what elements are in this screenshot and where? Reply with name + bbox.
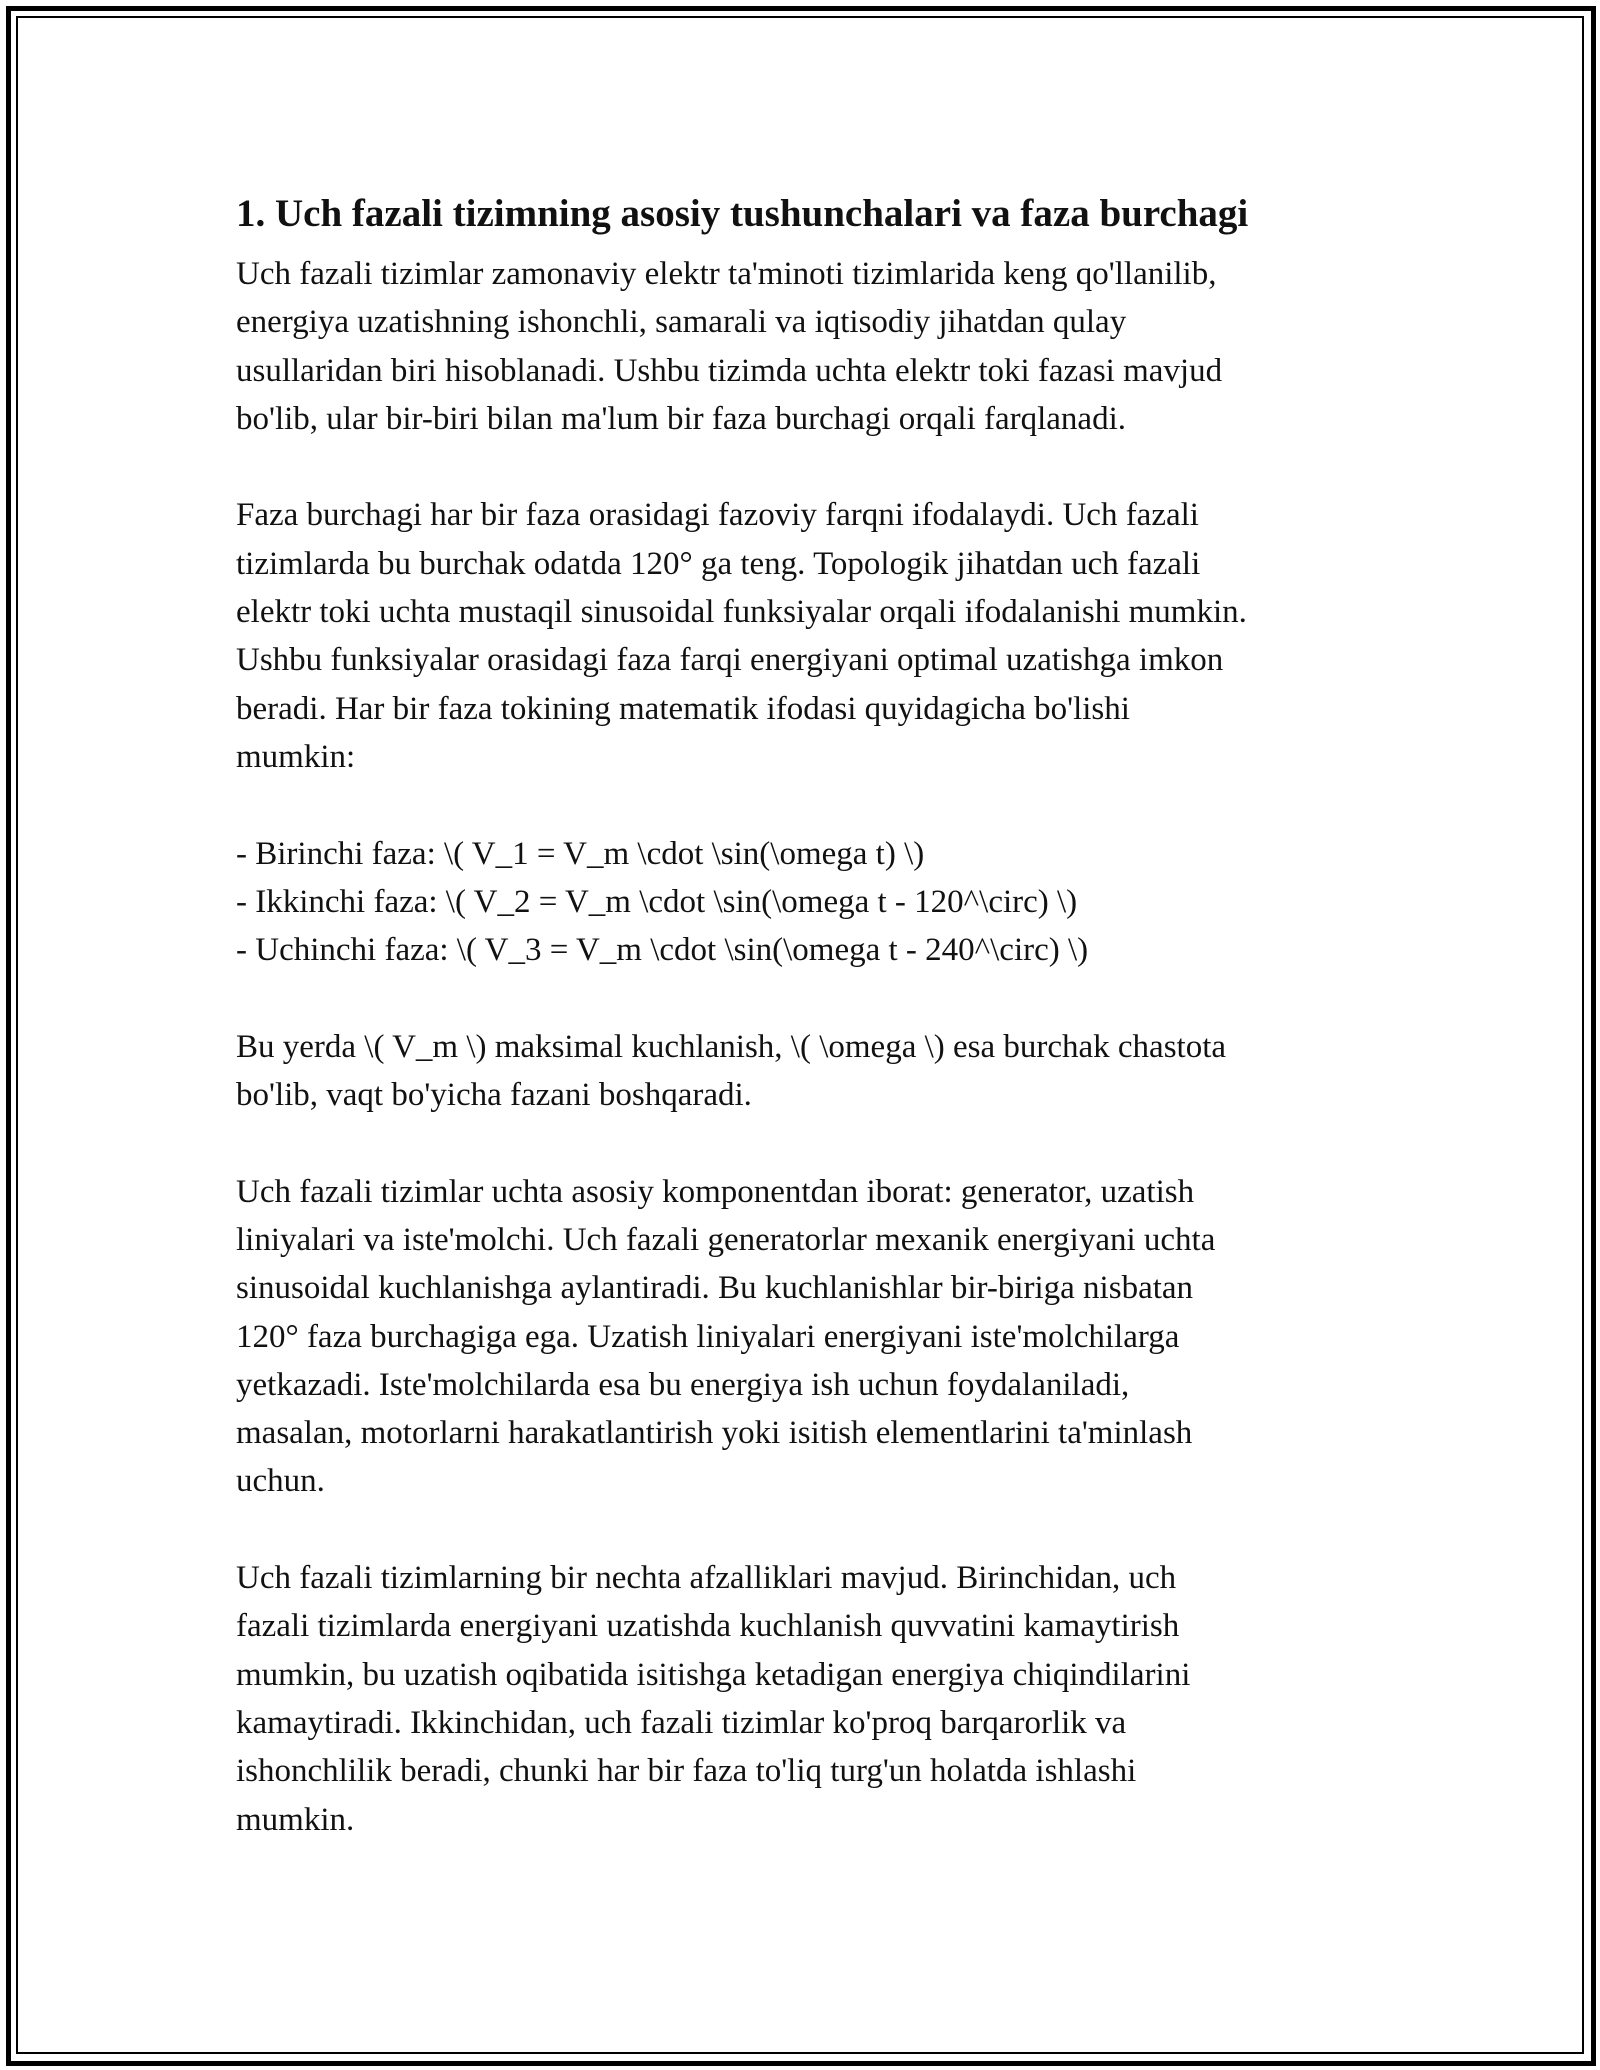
section-title: 1. Uch fazali tizimning asosiy tushunchalari va faza burchagi: [236, 192, 1249, 235]
formula-phase-1: - Birinchi faza: \( V_1 = V_m \cdot \sin(\omega t) \): [236, 835, 925, 872]
paragraph-intro: Uch fazali tizimlar zamonaviy elektr ta'minoti tizimlarida keng qo'llanilib, energiya uzatishning ishonchli, samarali va iqtisodiy jihatdan qulay usullaridan biri hisoblanadi. Ushbu tizimda uchta elektr toki fazasi mavjud bo'lib, ular bir-biri bilan ma'lum bir faza burchagi orqali farqlanadi.: [236, 256, 1223, 437]
phase-formula-list: [236, 830, 1416, 975]
formula-phase-2: - Ikkinchi faza: \( V_2 = V_m \cdot \sin(\omega t - 120^\circ) \): [236, 883, 1078, 920]
paragraph-variables: Bu yerda \( V_m \) maksimal kuchlanish, \( \omega \) esa burchak chastota bo'lib, vaqt bo'yicha fazani boshqaradi.: [236, 1028, 1227, 1114]
paragraph-components: Uch fazali tizimlar uchta asosiy komponentdan iborat: generator, uzatish liniyalari va iste'molchi. Uch fazali generatorlar mexanik energiyani uchta sinusoidal kuchlanishga aylantiradi. Bu kuchlanishlar bir-biriga nisbatan 120° faza burchagiga ega. Uzatish liniyalari energiyani iste'molchilarga yetkazadi. Iste'molchilarda esa bu energiya ish uchun foydalaniladi, masalan, motorlarni harakatlantirish yoki isitish elementlarini ta'minlash uchun.: [236, 1173, 1216, 1500]
paragraph-advantages: Uch fazali tizimlarning bir nechta afzalliklari mavjud. Birinchidan, uch fazali tizimlarda energiyani uzatishda kuchlanish quvvatini kamaytirish mumkin, bu uzatish oqibatida isitishga ketadigan energiya chiqindilarini kamaytiradi. Ikkinchidan, uch fazali tizimlar ko'proq barqarorlik va ishonchlilik beradi, chunki har bir faza to'liq turg'un holatda ishlashi mumkin.: [236, 1560, 1191, 1838]
formula-phase-3: - Uchinchi faza: \( V_3 = V_m \cdot \sin(\omega t - 240^\circ) \): [236, 932, 1089, 969]
document-body: [236, 184, 1416, 1892]
paragraph-phase-angle: Faza burchagi har bir faza orasidagi fazoviy farqni ifodalaydi. Uch fazali tizimlarda bu burchak odatda 120° ga teng. Topologik jihatdan uch fazali elektr toki uchta mustaqil sinusoidal funksiyalar orqali ifodalanishi mumkin. Ushbu funksiyalar orasidagi faza farqi energiyani optimal uzatishga imkon beradi. Har bir faza tokining matematik ifodasi quyidagicha bo'lishi mumkin:: [236, 497, 1247, 775]
